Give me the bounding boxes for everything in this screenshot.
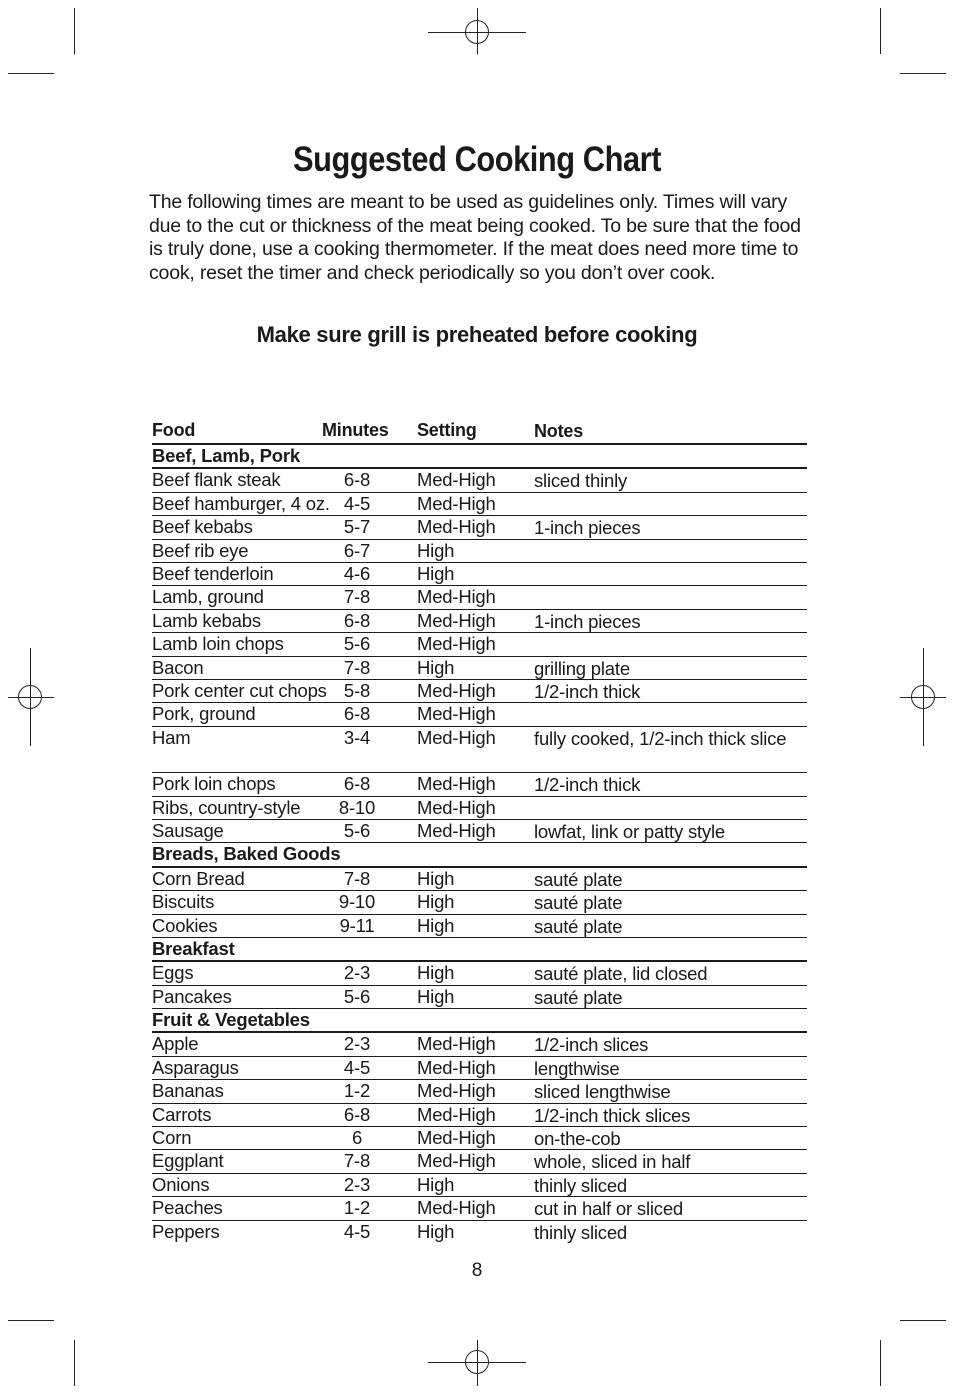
- food-cell: Bacon: [152, 656, 204, 678]
- setting-cell: High: [417, 1220, 455, 1242]
- table-body: [152, 445, 807, 1243]
- minutes-cell: 7-8: [343, 1150, 371, 1172]
- food-cell: Peppers: [152, 1220, 220, 1242]
- setting-cell: Med-High: [417, 633, 496, 655]
- minutes-cell: 2-3: [343, 1173, 371, 1195]
- minutes-cell: 4-5: [343, 1056, 371, 1078]
- minutes-cell: 5-6: [343, 819, 371, 841]
- food-cell: Eggs: [152, 962, 194, 984]
- food-cell: Cookies: [152, 914, 218, 936]
- table-row: [152, 727, 807, 774]
- table-row: [152, 610, 807, 633]
- food-cell: Asparagus: [152, 1056, 239, 1078]
- crop-mark: [8, 1320, 54, 1321]
- crop-mark: [880, 1340, 881, 1386]
- food-cell: Lamb loin chops: [152, 633, 284, 655]
- section-header: [152, 843, 807, 867]
- cooking-table: [152, 420, 807, 1243]
- header-setting: Setting: [417, 420, 477, 440]
- setting-cell: High: [417, 656, 455, 678]
- notes-cell: sauté plate: [534, 986, 623, 1008]
- table-row: [152, 797, 807, 820]
- food-cell: Beef hamburger, 4 oz.: [152, 492, 330, 514]
- food-cell: Ham: [152, 726, 191, 748]
- food-cell: Beef kebabs: [152, 516, 253, 538]
- table-row: [152, 1080, 807, 1103]
- minutes-cell: 4-5: [343, 1220, 371, 1242]
- setting-cell: Med-High: [417, 819, 496, 841]
- subtitle: Make sure grill is preheated before cooking: [256, 322, 698, 347]
- notes-cell: sauté plate, lid closed: [534, 963, 708, 985]
- notes-cell: 1/2-inch thick: [534, 774, 641, 796]
- table-row: [152, 986, 807, 1009]
- setting-cell: Med-High: [417, 492, 496, 514]
- setting-cell: Med-High: [417, 726, 496, 748]
- table-row: [152, 868, 807, 891]
- setting-cell: Med-High: [417, 1056, 496, 1078]
- setting-cell: Med-High: [417, 703, 496, 725]
- table-row: [152, 1150, 807, 1173]
- minutes-cell: 1-2: [343, 1197, 371, 1219]
- notes-cell: thinly sliced: [534, 1174, 628, 1196]
- minutes-cell: 7-8: [343, 867, 371, 889]
- table-row: [152, 915, 807, 938]
- table-row: [152, 1174, 807, 1197]
- food-cell: Sausage: [152, 819, 224, 841]
- notes-cell: 1/2-inch thick: [534, 680, 641, 702]
- food-cell: Lamb, ground: [152, 586, 264, 608]
- food-cell: Apple: [152, 1033, 199, 1055]
- notes-cell: cut in half or sliced: [534, 1198, 684, 1220]
- minutes-cell: 6-8: [343, 609, 371, 631]
- notes-cell: grilling plate: [534, 657, 630, 679]
- notes-cell: sauté plate: [534, 892, 623, 914]
- table-row: [152, 563, 807, 586]
- crop-mark: [8, 73, 54, 74]
- food-cell: Lamb kebabs: [152, 609, 261, 631]
- food-cell: Corn: [152, 1127, 192, 1149]
- notes-cell: lowfat, link or patty style: [534, 820, 725, 842]
- food-cell: Onions: [152, 1173, 210, 1195]
- intro-paragraph: The following times are meant to be used as guidelines only. Times will vary due to the cut or thickness of the meat being cooked. To be sure that the food is truly done, use a cooking thermometer. If the meat does need more time to cook, reset the timer and check periodically so you don’t over cook.: [149, 191, 801, 284]
- setting-cell: High: [417, 867, 455, 889]
- minutes-cell: 2-3: [343, 962, 371, 984]
- table-row: [152, 586, 807, 609]
- setting-cell: Med-High: [417, 586, 496, 608]
- setting-cell: Med-High: [417, 796, 496, 818]
- notes-cell: lengthwise: [534, 1057, 620, 1079]
- table-row: [152, 1057, 807, 1080]
- food-cell: Eggplant: [152, 1150, 224, 1172]
- table-row: [152, 657, 807, 680]
- page-number: 8: [471, 1260, 483, 1281]
- notes-cell: sauté plate: [534, 868, 623, 890]
- setting-cell: Med-High: [417, 773, 496, 795]
- minutes-cell: 3-4: [343, 726, 371, 748]
- food-cell: Biscuits: [152, 891, 215, 913]
- food-cell: Pork loin chops: [152, 773, 276, 795]
- minutes-cell: 7-8: [343, 586, 371, 608]
- setting-cell: High: [417, 539, 455, 561]
- minutes-cell: 2-3: [343, 1033, 371, 1055]
- minutes-cell: 8-10: [338, 796, 376, 818]
- crop-mark: [900, 1320, 946, 1321]
- food-cell: Carrots: [152, 1103, 212, 1125]
- table-row: [152, 773, 807, 796]
- section-title: Beef, Lamb, Pork: [152, 445, 300, 466]
- setting-cell: Med-High: [417, 1033, 496, 1055]
- setting-cell: High: [417, 962, 455, 984]
- table-row: [152, 469, 807, 492]
- setting-cell: Med-High: [417, 679, 496, 701]
- setting-cell: Med-High: [417, 609, 496, 631]
- food-cell: Beef tenderloin: [152, 562, 274, 584]
- food-cell: Ribs, country-style: [152, 796, 301, 818]
- crop-mark: [74, 1340, 75, 1386]
- table-row: [152, 703, 807, 726]
- minutes-cell: 9-11: [339, 914, 375, 936]
- setting-cell: Med-High: [417, 1080, 496, 1102]
- minutes-cell: 6-7: [343, 539, 371, 561]
- setting-cell: Med-High: [417, 516, 496, 538]
- minutes-cell: 5-6: [343, 633, 371, 655]
- table-row: [152, 633, 807, 656]
- notes-cell: fully cooked, 1/2-inch thick slice: [534, 727, 787, 749]
- setting-cell: Med-High: [417, 1103, 496, 1125]
- notes-cell: 1/2-inch thick slices: [534, 1104, 691, 1126]
- crop-mark: [74, 8, 75, 54]
- table-row: [152, 1221, 807, 1243]
- food-cell: Corn Bread: [152, 867, 245, 889]
- setting-cell: Med-High: [417, 1150, 496, 1172]
- minutes-cell: 6-8: [343, 703, 371, 725]
- crop-mark: [880, 8, 881, 54]
- setting-cell: High: [417, 1173, 455, 1195]
- food-cell: Beef rib eye: [152, 539, 249, 561]
- setting-cell: Med-High: [417, 1197, 496, 1219]
- notes-cell: sauté plate: [534, 915, 623, 937]
- minutes-cell: 1-2: [343, 1080, 371, 1102]
- food-cell: Pork center cut chops: [152, 679, 327, 701]
- table-row: [152, 493, 807, 516]
- section-title: Breads, Baked Goods: [152, 843, 341, 865]
- notes-cell: 1-inch pieces: [534, 517, 641, 539]
- minutes-cell: 9-10: [338, 891, 376, 913]
- notes-cell: on-the-cob: [534, 1128, 621, 1150]
- table-row: [152, 820, 807, 843]
- table-row: [152, 1197, 807, 1220]
- minutes-cell: 6-8: [343, 773, 371, 795]
- food-cell: Bananas: [152, 1080, 224, 1102]
- header-food: Food: [152, 420, 196, 440]
- notes-cell: thinly sliced: [534, 1221, 628, 1243]
- food-cell: Pancakes: [152, 985, 232, 1007]
- minutes-cell: 6-8: [343, 1103, 371, 1125]
- table-row: [152, 680, 807, 703]
- notes-cell: whole, sliced in half: [534, 1151, 691, 1173]
- minutes-cell: 5-7: [343, 516, 371, 538]
- notes-cell: sliced thinly: [534, 470, 628, 492]
- setting-cell: Med-High: [417, 1127, 496, 1149]
- section-title: Fruit & Vegetables: [152, 1009, 310, 1031]
- section-header: [152, 938, 807, 962]
- notes-cell: sliced lengthwise: [534, 1081, 671, 1103]
- setting-cell: High: [417, 914, 455, 936]
- section-title: Breakfast: [152, 937, 235, 959]
- notes-cell: 1/2-inch slices: [534, 1034, 649, 1056]
- setting-cell: High: [417, 891, 455, 913]
- table-header: [152, 420, 807, 445]
- table-row: [152, 1127, 807, 1150]
- minutes-cell: 7-8: [343, 656, 371, 678]
- section-header: [152, 1009, 807, 1033]
- minutes-cell: 4-6: [343, 562, 371, 584]
- minutes-cell: 6-8: [343, 469, 371, 491]
- food-cell: Beef flank steak: [152, 469, 281, 491]
- table-row: [152, 891, 807, 914]
- minutes-cell: 5-8: [343, 679, 371, 701]
- table-row: [152, 516, 807, 539]
- setting-cell: High: [417, 985, 455, 1007]
- setting-cell: High: [417, 562, 455, 584]
- minutes-cell: 6: [351, 1127, 363, 1149]
- crop-mark: [900, 73, 946, 74]
- table-row: [152, 540, 807, 563]
- food-cell: Peaches: [152, 1197, 223, 1219]
- header-minutes: Minutes: [322, 420, 389, 440]
- table-row: [152, 1033, 807, 1056]
- section-header: [152, 445, 807, 469]
- header-notes: Notes: [534, 421, 584, 441]
- table-row: [152, 962, 807, 985]
- notes-cell: 1-inch pieces: [534, 610, 641, 632]
- minutes-cell: 5-6: [343, 985, 371, 1007]
- table-row: [152, 1104, 807, 1127]
- setting-cell: Med-High: [417, 469, 496, 491]
- minutes-cell: 4-5: [343, 492, 371, 514]
- food-cell: Pork, ground: [152, 703, 256, 725]
- page-title: Suggested Cooking Chart: [292, 140, 662, 179]
